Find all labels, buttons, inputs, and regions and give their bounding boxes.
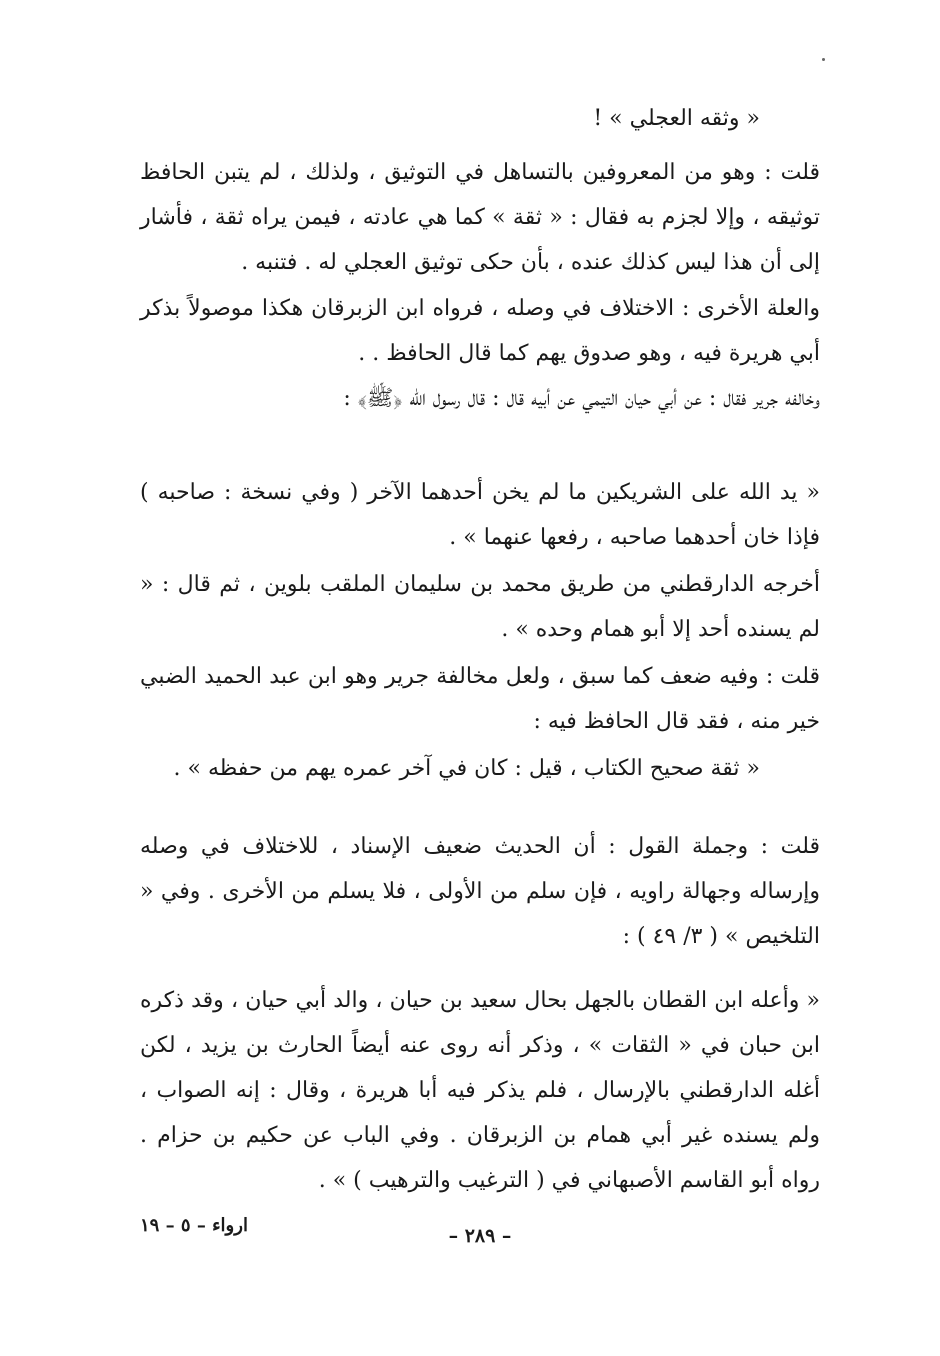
paragraph-jarir-disagreement: وخالفه جرير فقال : عن أبي حيان التيمي عن أبيه قال : قال رسول الله ﴿ﷺ﴾ : bbox=[343, 386, 820, 411]
page-number: – ٢٨٩ – bbox=[448, 1225, 512, 1247]
page-speck bbox=[822, 58, 825, 61]
paragraph-hadith-text: « يد الله على الشريكين ما لم يخن أحدهما الآخر ( وفي نسخة : صاحبه ) فإذا خان أحدهما صاحبه ، رفعها عنهما » . bbox=[140, 480, 820, 550]
paragraph-ijli-quote: « وثقه العجلي » ! bbox=[593, 106, 760, 131]
paragraph-daraqutni-takhrij: أخرجه الدارقطني من طريق محمد بن سليمان الملقب بلوين ، ثم قال : « لم يسنده أحد إلا أبو همام وحده » . bbox=[140, 572, 820, 642]
paragraph-tasahul: قلت : وهو من المعروفين بالتساهل في التوثيق ، ولذلك ، لم يتبن الحافظ توثيقه ، وإلا لجزم به فقال : « ثقة » كما هي عادته ، فيمن يراه ثقة ، فأشار إلى أن هذا ليس كذلك عنده ، بأن حكى توثيق العجلي له . فتنبه . bbox=[140, 160, 820, 275]
paragraph-second-illa: والعلة الأخرى : الاختلاف في وصله ، فرواه ابن الزبرقان هكذا موصولاً بذكر أبي هريرة فيه ، وهو صدوق يهم كما قال الحافظ . . bbox=[140, 296, 820, 366]
paragraph-conclusion: قلت : وجملة القول : أن الحديث ضعيف الإسناد ، للاختلاف في وصله وإرساله وجهالة راويه ، فإن سلم من الأولى ، فلا يسلم من الأخرى . وفي « التلخيص » ( ٣/ ٤٩ ) : bbox=[140, 834, 820, 949]
paragraph-hafiz-quote: « ثقة صحيح الكتاب ، قيل : كان في آخر عمره يهم من حفظه » . bbox=[173, 756, 760, 781]
paragraph-jarir-grading: قلت : وفيه ضعف كما سبق ، ولعل مخالفة جرير وهو ابن عبد الحميد الضبي خير منه ، فقد قال الحافظ فيه : bbox=[140, 664, 820, 734]
paragraph-talkhis-quote: « وأعله ابن القطان بالجهل بحال سعيد بن حيان ، والد أبي حيان ، وقد ذكره ابن حبان في « الثقات » ، وذكر أنه روى عنه أيضاً الحارث بن يزيد ، لكن أغله الدارقطني بالإرسال ، فلم يذكر فيه أبا هريرة ، وقال : إنه الصواب ، ولم يسنده غير أبي همام بن الزبرقان . وفي الباب عن حكيم بن حزام . رواه أبو القاسم الأصبهاني في ( الترغيب والترهيب ) » . bbox=[140, 988, 820, 1193]
footer-signature: ارواء – ٥ – ١٩ bbox=[140, 1215, 248, 1236]
